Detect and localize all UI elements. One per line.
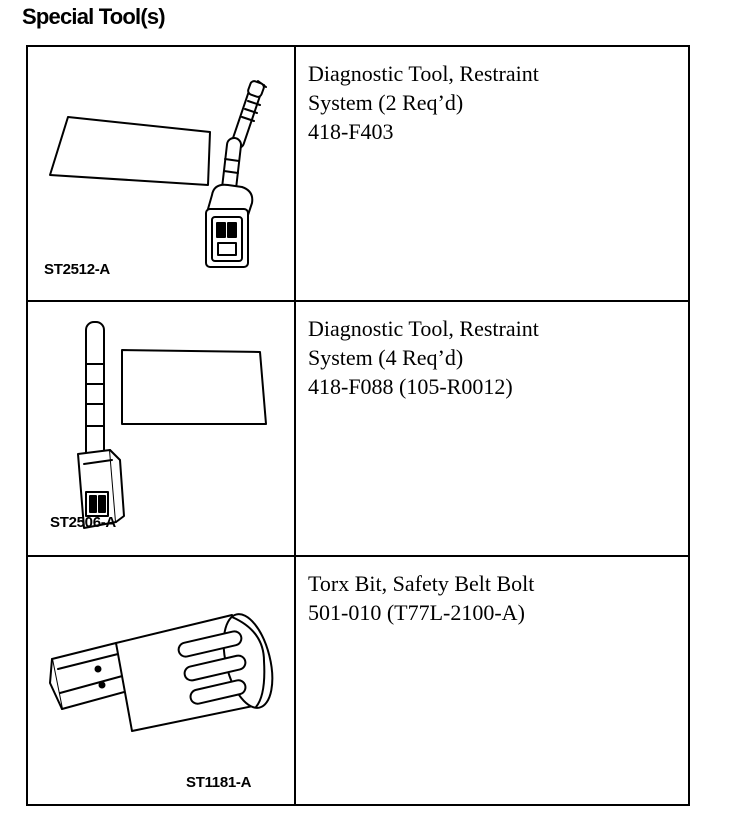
tool-description: [308, 59, 678, 146]
tool-description-line: System (2 Req’d): [308, 90, 464, 115]
tool-description: [308, 314, 678, 401]
torx-bit-icon: [28, 557, 294, 804]
tool-description-line: Diagnostic Tool, Restraint: [308, 61, 539, 86]
tool-image-code: ST2506-A: [50, 514, 116, 531]
tool-description-line: Torx Bit, Safety Belt Bolt: [308, 571, 535, 596]
tool-image-cell: [28, 302, 296, 555]
tool-row: [28, 555, 688, 804]
tool-part-number: 418-F088 (105-R0012): [308, 374, 513, 399]
tool-image-cell: [28, 557, 296, 804]
special-tools-table: [26, 45, 690, 806]
tool-image-cell: [28, 47, 296, 300]
tool-part-number: 418-F403: [308, 119, 394, 144]
tool-description: [308, 569, 678, 627]
tool-image-code: ST2512-A: [44, 261, 110, 278]
page-title: Special Tool(s): [22, 4, 165, 29]
tool-description-line: Diagnostic Tool, Restraint: [308, 316, 539, 341]
tool-part-number: 501-010 (T77L-2100-A): [308, 600, 525, 625]
tool-row: [28, 300, 688, 555]
tool-image-code: ST1181-A: [186, 774, 252, 791]
tool-row: [28, 47, 688, 300]
tool-description-line: System (4 Req’d): [308, 345, 464, 370]
